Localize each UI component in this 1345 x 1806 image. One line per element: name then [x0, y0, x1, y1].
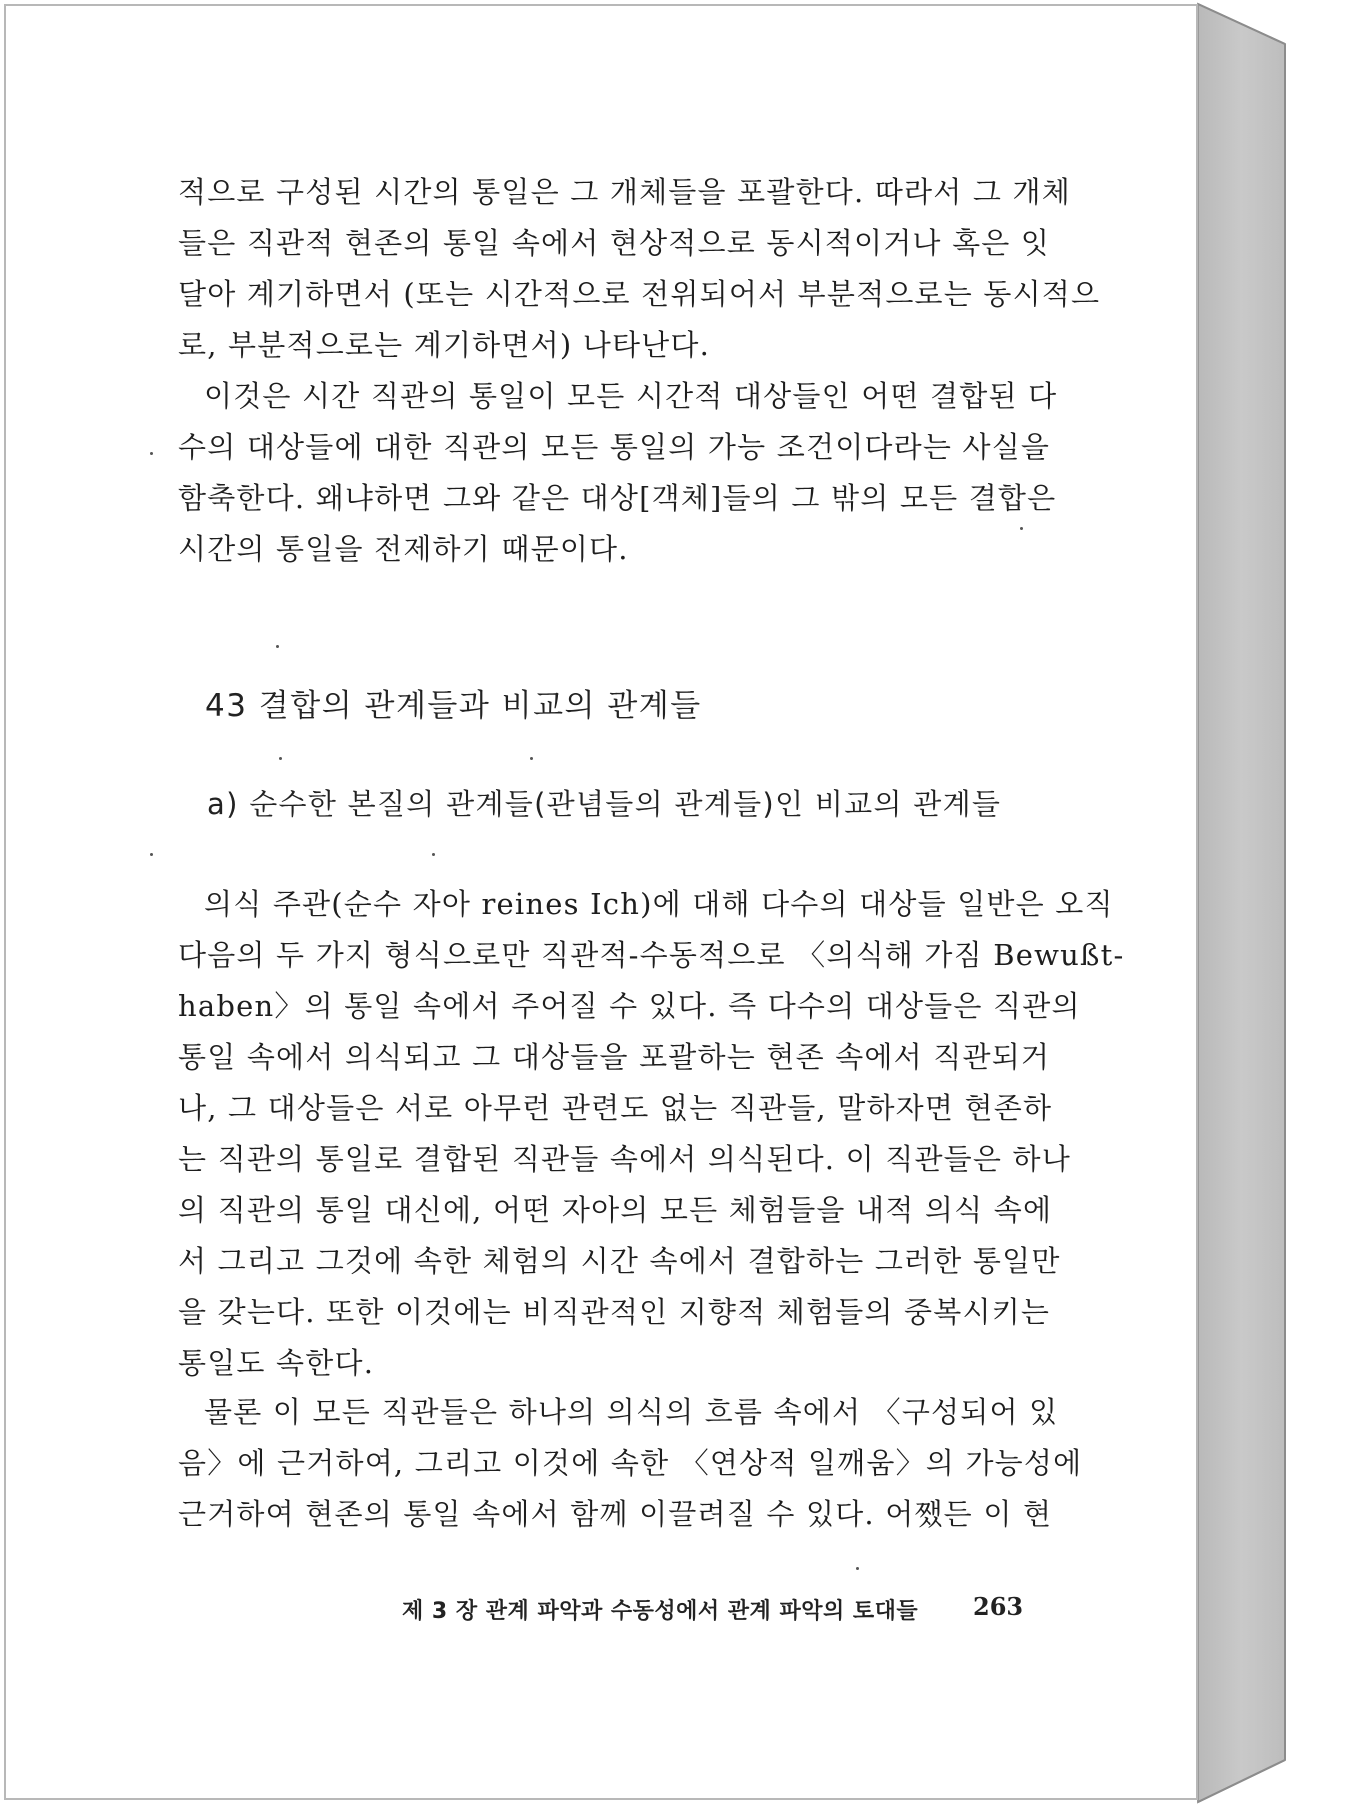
text-line: 들은 직관적 현존의 통일 속에서 현상적으로 동시적이거나 혹은 잇 [178, 226, 1051, 260]
text-line: 적으로 구성된 시간의 통일은 그 개체들을 포괄한다. 따라서 그 개체 [178, 175, 1071, 209]
text-line: 의식 주관(순수 자아 reines Ich)에 대해 다수의 대상들 일반은 오직 [204, 887, 1114, 921]
scan-speck [530, 757, 533, 760]
text-line: 물론 이 모든 직관들은 하나의 의식의 흐름 속에서 〈구성되어 있 [204, 1395, 1059, 1429]
scan-speck [1020, 527, 1023, 530]
scan-speck [150, 853, 153, 856]
text-line: 수의 대상들에 대한 직관의 모든 통일의 가능 조건이다라는 사실을 [178, 430, 1051, 464]
scan-speck [432, 853, 435, 856]
text-line: 는 직관의 통일로 결합된 직관들 속에서 의식된다. 이 직관들은 하나 [178, 1142, 1071, 1176]
text-line: 로, 부분적으로는 계기하면서) 나타난다. [178, 328, 711, 362]
text-line: haben〉의 통일 속에서 주어질 수 있다. 즉 다수의 대상들은 직관의 [178, 989, 1081, 1023]
scan-speck [150, 452, 153, 455]
text-line: 통일 속에서 의식되고 그 대상들을 포괄하는 현존 속에서 직관되거 [178, 1040, 1051, 1074]
subsection-heading: a) 순수한 본질의 관계들(관념들의 관계들)인 비교의 관계들 [207, 787, 1002, 821]
text-line: 달아 계기하면서 (또는 시간적으로 전위되어서 부분적으로는 동시적으 [178, 277, 1101, 311]
text-line: 음〉에 근거하여, 그리고 이것에 속한 〈연상적 일깨움〉의 가능성에 [178, 1446, 1083, 1480]
section-heading: 43 결합의 관계들과 비교의 관계들 [205, 688, 702, 724]
scan-speck [856, 1567, 859, 1570]
running-head: 제 3 장 관계 파악과 수동성에서 관계 파악의 토대들 [402, 1599, 919, 1624]
text-line: 통일도 속한다. [178, 1346, 375, 1380]
text-line: 을 갖는다. 또한 이것에는 비직관적인 지향적 체험들의 중복시키는 [178, 1295, 1051, 1329]
text-line: 시간의 통일을 전제하기 때문이다. [178, 532, 629, 566]
scan-speck [276, 645, 279, 648]
text-line: 이것은 시간 직관의 통일이 모든 시간적 대상들인 어떤 결합된 다 [204, 379, 1058, 413]
text-line: 서 그리고 그것에 속한 체험의 시간 속에서 결합하는 그러한 통일만 [178, 1244, 1061, 1278]
page-number: 263 [973, 1592, 1024, 1621]
scan-speck [279, 757, 282, 760]
text-line: 함축한다. 왜냐하면 그와 같은 대상[객체]들의 그 밖의 모든 결합은 [178, 481, 1057, 515]
text-line: 나, 그 대상들은 서로 아무런 관련도 없는 직관들, 말하자면 현존하 [178, 1091, 1053, 1125]
text-line: 근거하여 현존의 통일 속에서 함께 이끌려질 수 있다. 어쨌든 이 현 [178, 1497, 1053, 1531]
text-line: 다음의 두 가지 형식으로만 직관적-수동적으로 〈의식해 가짐 Bewußt- [178, 938, 1125, 972]
text-line: 의 직관의 통일 대신에, 어떤 자아의 모든 체험들을 내적 의식 속에 [178, 1193, 1053, 1227]
